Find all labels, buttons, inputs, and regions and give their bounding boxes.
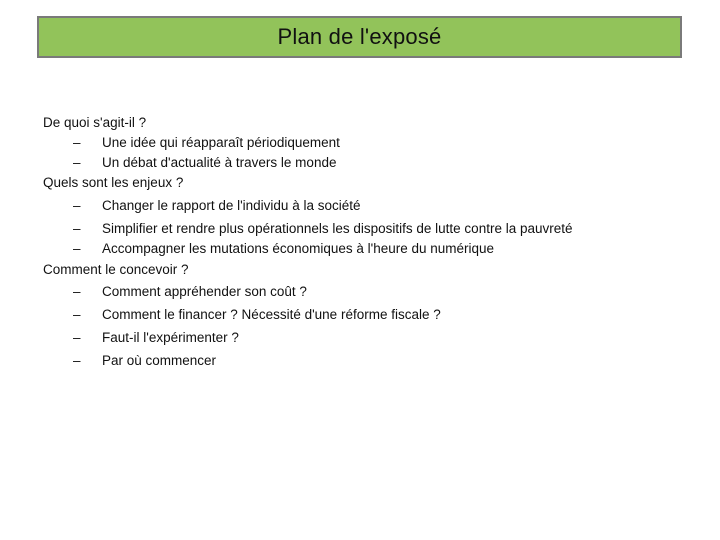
dash-bullet-icon: – [73,284,81,299]
list-item-text: Accompagner les mutations économiques à l'heure du numérique [102,241,495,256]
dash-bullet-icon: – [73,198,81,213]
dash-bullet-icon: – [73,330,81,345]
section-what-is-it [43,113,693,173]
list-item [43,326,693,349]
dash-bullet-icon: – [73,307,81,322]
list-item [43,153,693,173]
list-item-text: Comment appréhender son coût ? [102,284,307,299]
slide-title: Plan de l'exposé [277,24,442,49]
dash-bullet-icon: – [73,155,81,170]
section-heading: Quels sont les enjeux ? [43,175,184,190]
list-item-text: Simplifier et rendre plus opérationnels les dispositifs de lutte contre la pauvreté [102,221,573,236]
dash-bullet-icon: – [73,221,81,236]
dash-bullet-icon: – [73,135,81,150]
title-banner [37,16,682,58]
dash-bullet-icon: – [73,353,81,368]
list-item [43,303,693,326]
section-how-to-design [43,259,693,372]
section-heading: De quoi s'agit-il ? [43,115,147,130]
list-item-text: Un débat d'actualité à travers le monde [102,155,337,170]
outline-content [43,113,693,372]
list-item-text: Changer le rapport de l'individu à la société [102,198,361,213]
list-item [43,219,693,239]
list-item [43,239,693,259]
list-item [43,133,693,153]
list-item-text: Par où commencer [102,353,217,368]
section-heading: Comment le concevoir ? [43,262,189,277]
list-item [43,349,693,372]
list-item-text: Une idée qui réapparaît périodiquement [102,135,340,150]
list-item-text: Faut-il l'expérimenter ? [102,330,239,345]
list-item [43,196,693,216]
dash-bullet-icon: – [73,241,81,256]
list-item-text: Comment le financer ? Nécessité d'une réforme fiscale ? [102,307,441,322]
section-stakes [43,173,693,259]
list-item [43,280,693,303]
